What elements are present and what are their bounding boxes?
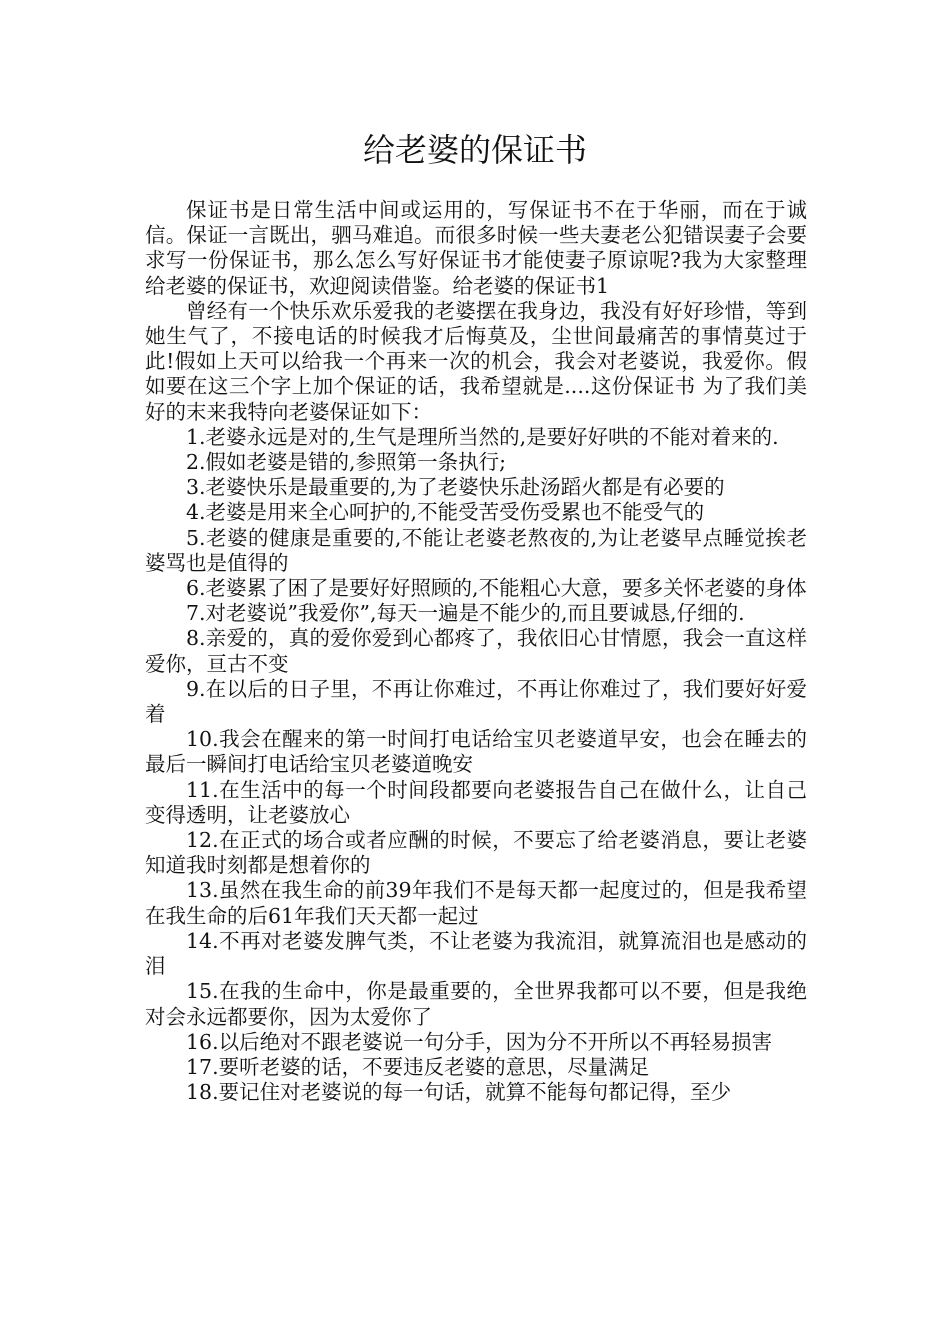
- list-item: 1.老婆永远是对的,生气是理所当然的,是要好好哄的不能对着来的.: [186, 424, 779, 449]
- list-item: 2.假如老婆是错的,参照第一条执行;: [186, 450, 506, 475]
- list-item: 6.老婆累了困了是要好好照顾的,不能粗心大意，要多关怀老婆的身体: [186, 576, 807, 601]
- list-item: 18.要记住对老婆说的每一句话，就算不能每句都记得，至少: [186, 1080, 732, 1105]
- body-paragraph: 曾经有一个快乐欢乐爱我的老婆摆在我身边，我没有好好珍惜，等到她生气了，不接电话的时候我才后悔莫及，尘世间最痛苦的事情莫过于此!假如上天可以给我一个再来一次的机会，我会对老婆说，我爱你。假如要在这三个字上加个保证的话，我希望就是....这份保证书 为了我们美好的末来我特向老婆保证如下：: [145, 298, 807, 424]
- list-item: 5.老婆的健康是重要的,不能让老婆老熬夜的,为让老婆早点睡觉挨老婆骂也是值得的: [145, 525, 807, 575]
- list-item: 8.亲爱的，真的爱你爱到心都疼了，我依旧心甘情愿，我会一直这样爱你，亘古不变: [145, 626, 807, 676]
- document-title: 给老婆的保证书: [362, 131, 587, 169]
- list-item: 13.虽然在我生命的前39年我们不是每天都一起度过的，但是我希望在我生命的后61年我们天天都一起过: [145, 878, 807, 928]
- list-item: 16.以后绝对不跟老婆说一句分手，因为分不开所以不再轻易损害: [186, 1029, 773, 1054]
- list-item: 3.老婆快乐是最重要的,为了老婆快乐赴汤蹈火都是有必要的: [186, 475, 725, 500]
- list-item: 14.不再对老婆发脾气类，不让老婆为我流泪，就算流泪也是感动的泪: [145, 928, 807, 979]
- document-body: [145, 198, 807, 1105]
- list-item: 15.在我的生命中，你是最重要的，全世界我都可以不要，但是我绝对会永远都要你，因为太爱你了: [145, 979, 807, 1029]
- intro-paragraph: 保证书是日常生活中间或运用的，写保证书不在于华丽，而在于诚信。保证一言既出，驷马难追。而很多时候一些夫妻老公犯错误妻子会要求写一份保证书，那么怎么写好保证书才能使妻子原谅呢?我为大家整理给老婆的保证书，欢迎阅读借鉴。给老婆的保证书1: [145, 198, 807, 298]
- list-item: 10.我会在醒来的第一时间打电话给宝贝老婆道早安，也会在睡去的最后一瞬间打电话给宝贝老婆道晚安: [145, 727, 807, 777]
- list-item: 11.在生活中的每一个时间段都要向老婆报告自己在做什么，让自己变得透明，让老婆放心: [145, 777, 807, 827]
- list-item: 7.对老婆说”我爱你”,每天一遍是不能少的,而且要诚恳,仔细的.: [186, 601, 745, 626]
- list-item: 17.要听老婆的话，不要违反老婆的意思，尽量满足: [186, 1054, 650, 1079]
- list-item: 12.在正式的场合或者应酬的时候，不要忘了给老婆消息，要让老婆知道我时刻都是想着你的: [145, 828, 807, 878]
- list-item: 4.老婆是用来全心呵护的,不能受苦受伤受累也不能受气的: [186, 500, 705, 525]
- list-item: 9.在以后的日子里，不再让你难过，不再让你难过了，我们要好好爱着: [145, 676, 807, 727]
